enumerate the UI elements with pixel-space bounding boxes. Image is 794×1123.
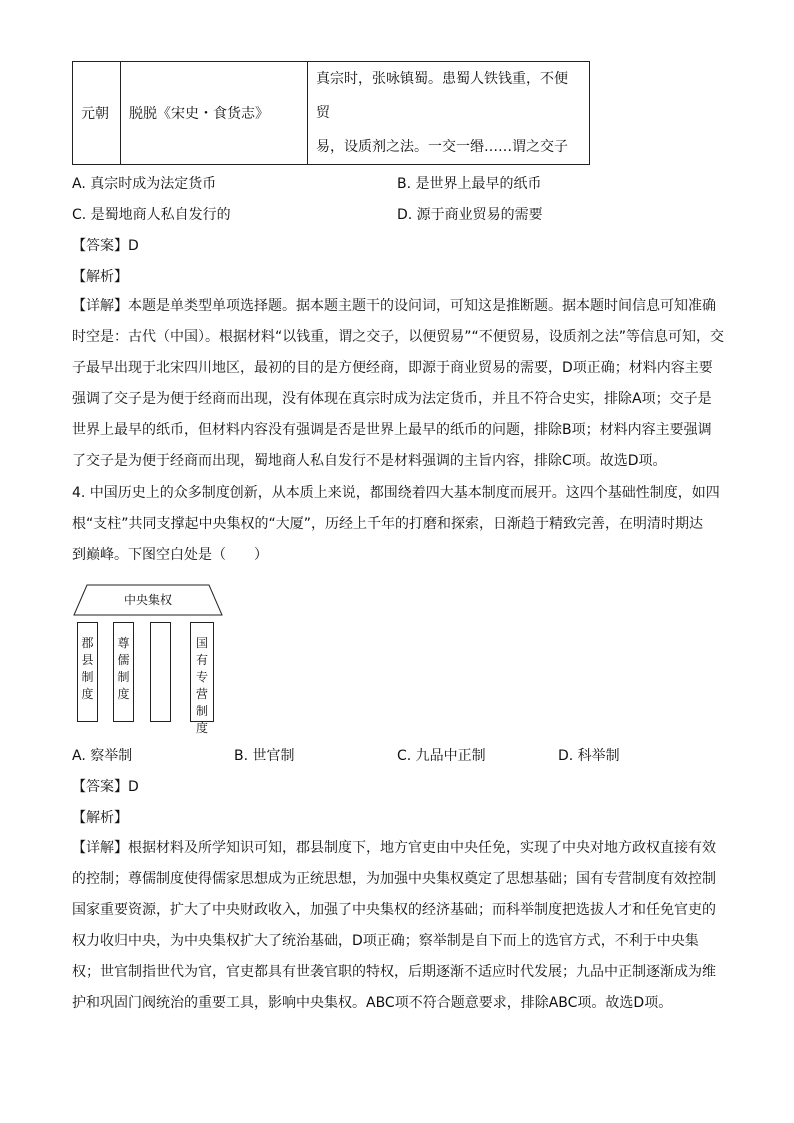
source-table <box>72 61 590 165</box>
content-line: 易，设质剂之法。一交一缗……谓之交子 <box>316 139 568 155</box>
q3-option-d: D. 源于商业贸易的需要 <box>397 207 543 223</box>
q3-detail <box>72 291 732 477</box>
stem-line: 4. 中国历史上的众多制度创新，从本质上来说，都围绕着四大基本制度而展开。这四个基础性制度，如四 <box>72 485 720 501</box>
roof-label: 中央集权 <box>123 593 172 607</box>
detail-line: 国家重要资源，扩大了中央财政收入，加强了中央集权的经济基础；而科举制度把选拔人才和任免官吏的 <box>72 902 716 918</box>
pillar-confucian <box>113 622 134 722</box>
content-line: 真宗时，张咏镇蜀。患蜀人铁钱重，不便贸 <box>316 71 568 121</box>
q4-option-a: A. 察举制 <box>72 748 133 764</box>
stem-line: 到巅峰。下图空白处是（ ） <box>72 547 268 563</box>
detail-line: 强调了交子是为便于经商而出现，没有体现在真宗时成为法定货币，并且不符合史实，排除A项；交子是 <box>72 391 712 407</box>
pillar-label: 国有专营制度 <box>196 636 209 735</box>
detail-line: 护和巩固门阀统治的重要工具，影响中央集权。ABC项不符合题意要求，排除ABC项。故选D项。 <box>72 995 673 1011</box>
pillar-label: 郡县制度 <box>81 636 94 701</box>
content-cell <box>308 62 590 165</box>
q4-option-d: D. 科举制 <box>558 748 620 764</box>
detail-line: 【详解】根据材料及所学知识可知，郡县制度下，地方官吏由中央任免，实现了中央对地方政权直接有效 <box>72 840 716 856</box>
detail-line: 权；世官制指世代为官，官吏都具有世袭官职的特权，后期逐渐不适应时代发展；九品中正制逐渐成为维 <box>72 964 716 980</box>
q4-answer: 【答案】D <box>72 779 139 795</box>
pillar-county <box>77 622 98 722</box>
pillar-blank <box>150 622 171 722</box>
table-row <box>73 62 590 165</box>
q3-option-a: A. 真宗时成为法定货币 <box>72 176 217 192</box>
stem-line: 根“支柱”共同支撑起中央集权的“大厦”，历经上千年的打磨和探索，日渐趋于精致完善，在明清时期达 <box>72 516 704 532</box>
detail-line: 世界上最早的纸币，但材料内容没有强调是否是世界上最早的纸币的问题，排除B项；材料内容主要强调 <box>72 422 712 438</box>
dynasty-cell: 元朝 <box>73 62 121 165</box>
pillar-label: 尊儒制度 <box>117 636 130 701</box>
pillar-state-monopoly <box>190 622 214 735</box>
detail-line: 权力收归中央，为中央集权扩大了统治基础，D项正确；察举制是自下而上的选官方式，不利于中央集 <box>72 933 699 949</box>
detail-line: 的控制；尊儒制度使得儒家思想成为正统思想，为加强中央集权奠定了思想基础；国有专营制度有效控制 <box>72 871 716 887</box>
q4-option-b: B. 世官制 <box>234 748 295 764</box>
central-power-diagram <box>73 584 225 735</box>
detail-line: 子最早出现于北宋四川地区，最初的目的是方便经商，即源于商业贸易的需要，D项正确；材料内容主要 <box>72 360 713 376</box>
q3-option-c: C. 是蜀地商人私自发行的 <box>72 207 231 223</box>
q3-analysis-label: 【解析】 <box>72 269 128 285</box>
detail-line: 了交子是为便于经商而出现，蜀地商人私自发行不是材料强调的主旨内容，排除C项。故选D项。 <box>72 453 667 469</box>
detail-line: 时空是：古代（中国）。根据材料“以钱重，谓之交子，以便贸易”“不便贸易，设质剂之法”等信息可知，交 <box>72 329 725 345</box>
source-cell: 脱脱《宋史・食货志》 <box>121 62 308 165</box>
q4-analysis-label: 【解析】 <box>72 810 128 826</box>
q3-option-b: B. 是世界上最早的纸币 <box>397 176 542 192</box>
q4-stem <box>72 478 732 571</box>
q3-answer: 【答案】D <box>72 238 139 254</box>
detail-line: 【详解】本题是单类型单项选择题。据本题主题干的设问词，可知这是推断题。据本题时间信息可知准确 <box>72 298 716 314</box>
q4-option-c: C. 九品中正制 <box>397 748 486 764</box>
q4-detail <box>72 833 732 1019</box>
